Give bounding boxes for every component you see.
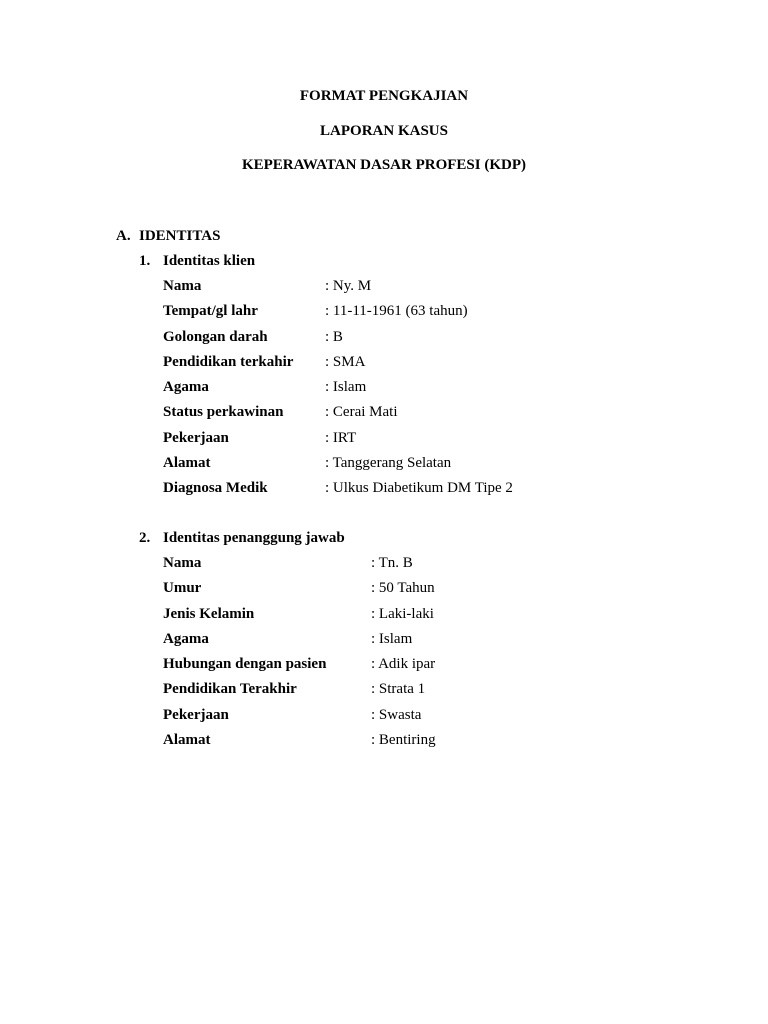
field-value: : Cerai Mati — [325, 404, 398, 421]
list-item — [163, 328, 343, 353]
section-heading-identitas — [116, 227, 220, 245]
list-item — [163, 277, 372, 302]
penanggung-jawab-identity-list — [163, 554, 436, 756]
field-value: : Laki-laki — [371, 605, 434, 622]
subheading-text: Identitas klien — [163, 253, 256, 269]
field-value: : IRT — [325, 429, 357, 446]
list-item — [163, 378, 367, 403]
field-label: Status perkawinan — [163, 404, 284, 421]
field-label: Jenis Kelamin — [163, 605, 255, 622]
field-label: Alamat — [163, 732, 211, 749]
list-item — [163, 680, 426, 705]
klien-identity-list — [163, 277, 513, 505]
list-item — [163, 353, 366, 378]
field-value: : SMA — [325, 353, 366, 370]
field-label: Alamat — [163, 455, 211, 472]
subheading-identitas-penanggung-jawab — [139, 529, 345, 547]
field-value: : 50 Tahun — [371, 580, 435, 597]
field-value: : B — [325, 328, 343, 345]
field-value: : Strata 1 — [371, 681, 426, 698]
field-value: : Islam — [371, 630, 413, 647]
field-value: : Islam — [325, 379, 367, 396]
list-item — [163, 731, 436, 756]
list-item — [163, 605, 434, 630]
field-value: : Swasta — [371, 706, 422, 723]
title-line-2: LAPORAN KASUS — [320, 122, 448, 139]
field-label: Tempat/gl lahr — [163, 303, 258, 320]
subheading-text: Identitas penanggung jawab — [163, 530, 345, 546]
subheading-marker: 2. — [139, 530, 151, 546]
field-label: Diagnosa Medik — [163, 480, 268, 497]
field-label: Pekerjaan — [163, 706, 229, 723]
field-label: Agama — [163, 379, 209, 396]
list-item — [163, 630, 413, 655]
section-heading-text: IDENTITAS — [139, 228, 221, 244]
list-item — [163, 403, 398, 428]
list-item — [163, 454, 452, 479]
field-value: : 11-11-1961 (63 tahun) — [325, 303, 468, 320]
list-item — [163, 554, 413, 579]
list-item — [163, 429, 357, 454]
field-label: Nama — [163, 555, 202, 571]
section-marker: A. — [116, 228, 131, 244]
list-item — [163, 655, 436, 680]
field-value: : Ny. M — [325, 278, 372, 294]
field-label: Hubungan dengan pasien — [163, 656, 327, 673]
field-value: : Tn. B — [371, 555, 413, 571]
title-line-1: FORMAT PENGKAJIAN — [299, 88, 469, 104]
list-item — [163, 706, 422, 731]
list-item — [163, 302, 468, 327]
list-item — [163, 579, 435, 604]
field-label: Umur — [163, 580, 202, 597]
field-label: Nama — [163, 278, 202, 294]
title-line-3: KEPERAWATAN DASAR PROFESI (KDP) — [241, 157, 527, 173]
subheading-identitas-klien — [139, 252, 255, 270]
field-label: Agama — [163, 630, 209, 647]
list-item — [163, 479, 513, 504]
field-label: Pendidikan Terakhir — [163, 681, 297, 698]
field-value: : Ulkus Diabetikum DM Tipe 2 — [325, 480, 513, 497]
field-value: : Bentiring — [371, 732, 436, 749]
field-value: : Adik ipar — [371, 656, 436, 673]
subheading-marker: 1. — [139, 253, 151, 269]
field-label: Golongan darah — [163, 328, 268, 345]
field-label: Pekerjaan — [163, 429, 229, 446]
document-title — [0, 88, 768, 192]
field-label: Pendidikan terkahir — [163, 353, 294, 370]
field-value: : Tanggerang Selatan — [325, 455, 452, 472]
